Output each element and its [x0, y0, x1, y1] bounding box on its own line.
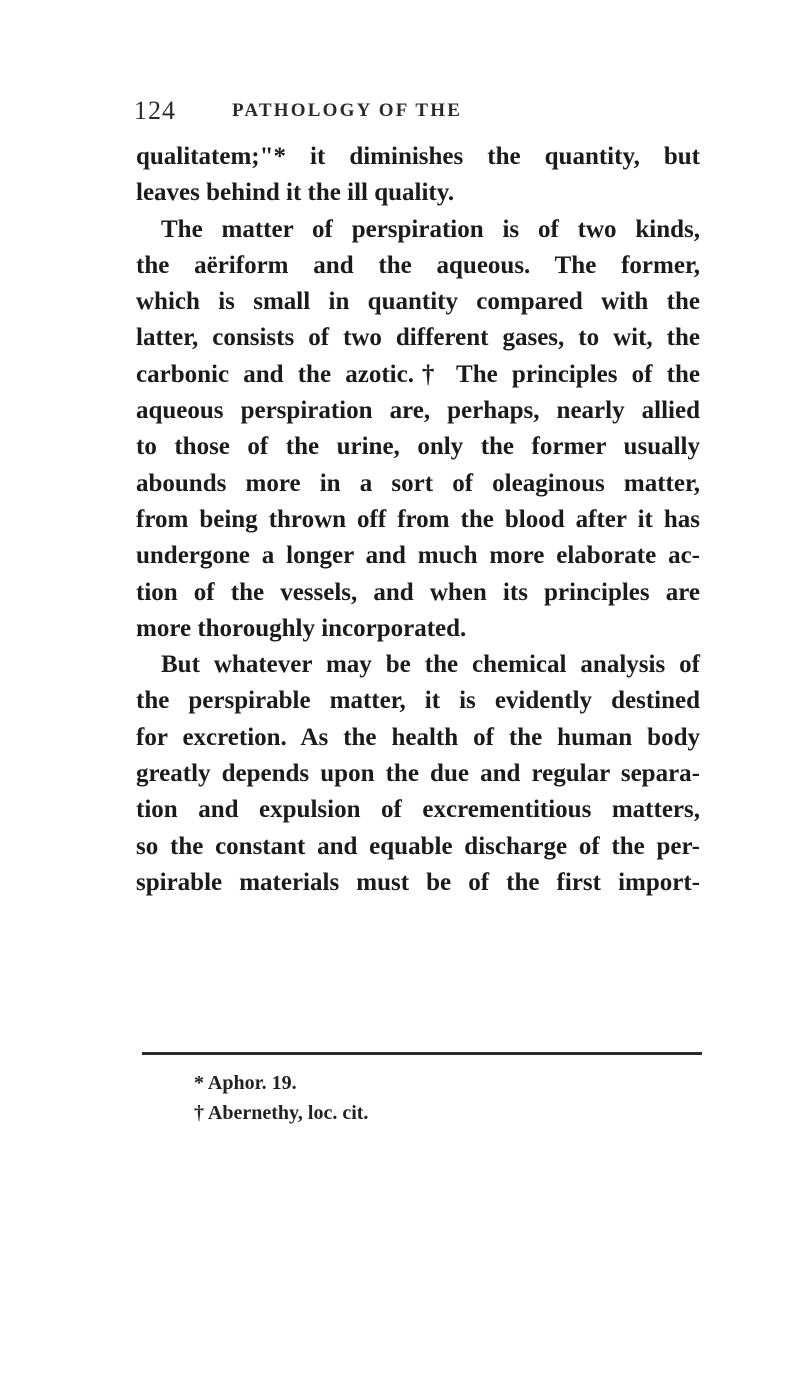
text-line: aqueous perspiration are, perhaps, nearly allied — [136, 397, 700, 425]
text-line: to those of the urine, only the former usually — [136, 433, 700, 461]
running-head-title: PATHOLOGY OF THE — [232, 100, 463, 121]
text-line: carbonic and the azotic.† The principles of the — [136, 360, 700, 388]
text-line: abounds more in a sort of oleaginous matter, — [136, 469, 700, 497]
text-line: spirable materials must be of the first import- — [136, 868, 700, 896]
text-line: leaves behind it the ill quality. — [136, 179, 455, 207]
text-line: But whatever may be the chemical analysis of — [161, 651, 700, 679]
text-line: from being thrown off from the blood after it has — [136, 505, 700, 533]
running-head — [132, 96, 692, 126]
text-line: qualitatem;"* it diminishes the quantity, but — [136, 143, 700, 170]
text-line: undergone a longer and much more elaborate ac- — [136, 542, 700, 570]
text-line: latter, consists of two different gases, to wit, the — [136, 324, 700, 352]
text-line: which is small in quantity compared with the — [136, 288, 700, 316]
footnote: * Aphor. 19. — [194, 1072, 297, 1094]
text-line: the perspirable matter, it is evidently destined — [136, 687, 700, 715]
text-line: tion of the vessels, and when its principles are — [136, 578, 700, 606]
footnotes — [194, 1068, 368, 1128]
text-line: more thoroughly incorporated. — [136, 614, 467, 642]
text-line: so the constant and equable discharge of the per- — [136, 832, 700, 860]
text-line: tion and expulsion of excrementitious matters, — [136, 796, 700, 824]
page-number: 124 — [134, 96, 176, 125]
footnote: † Abernethy, loc. cit. — [194, 1102, 369, 1124]
text-line: for excretion. As the health of the human body — [136, 723, 700, 751]
footnote-divider — [142, 1052, 702, 1055]
text-line: The matter of perspiration is of two kinds, — [161, 215, 700, 243]
text-line: greatly depends upon the due and regular separa- — [136, 760, 700, 788]
body-text — [136, 139, 700, 901]
text-line: the aëriform and the aqueous. The former, — [136, 251, 700, 279]
